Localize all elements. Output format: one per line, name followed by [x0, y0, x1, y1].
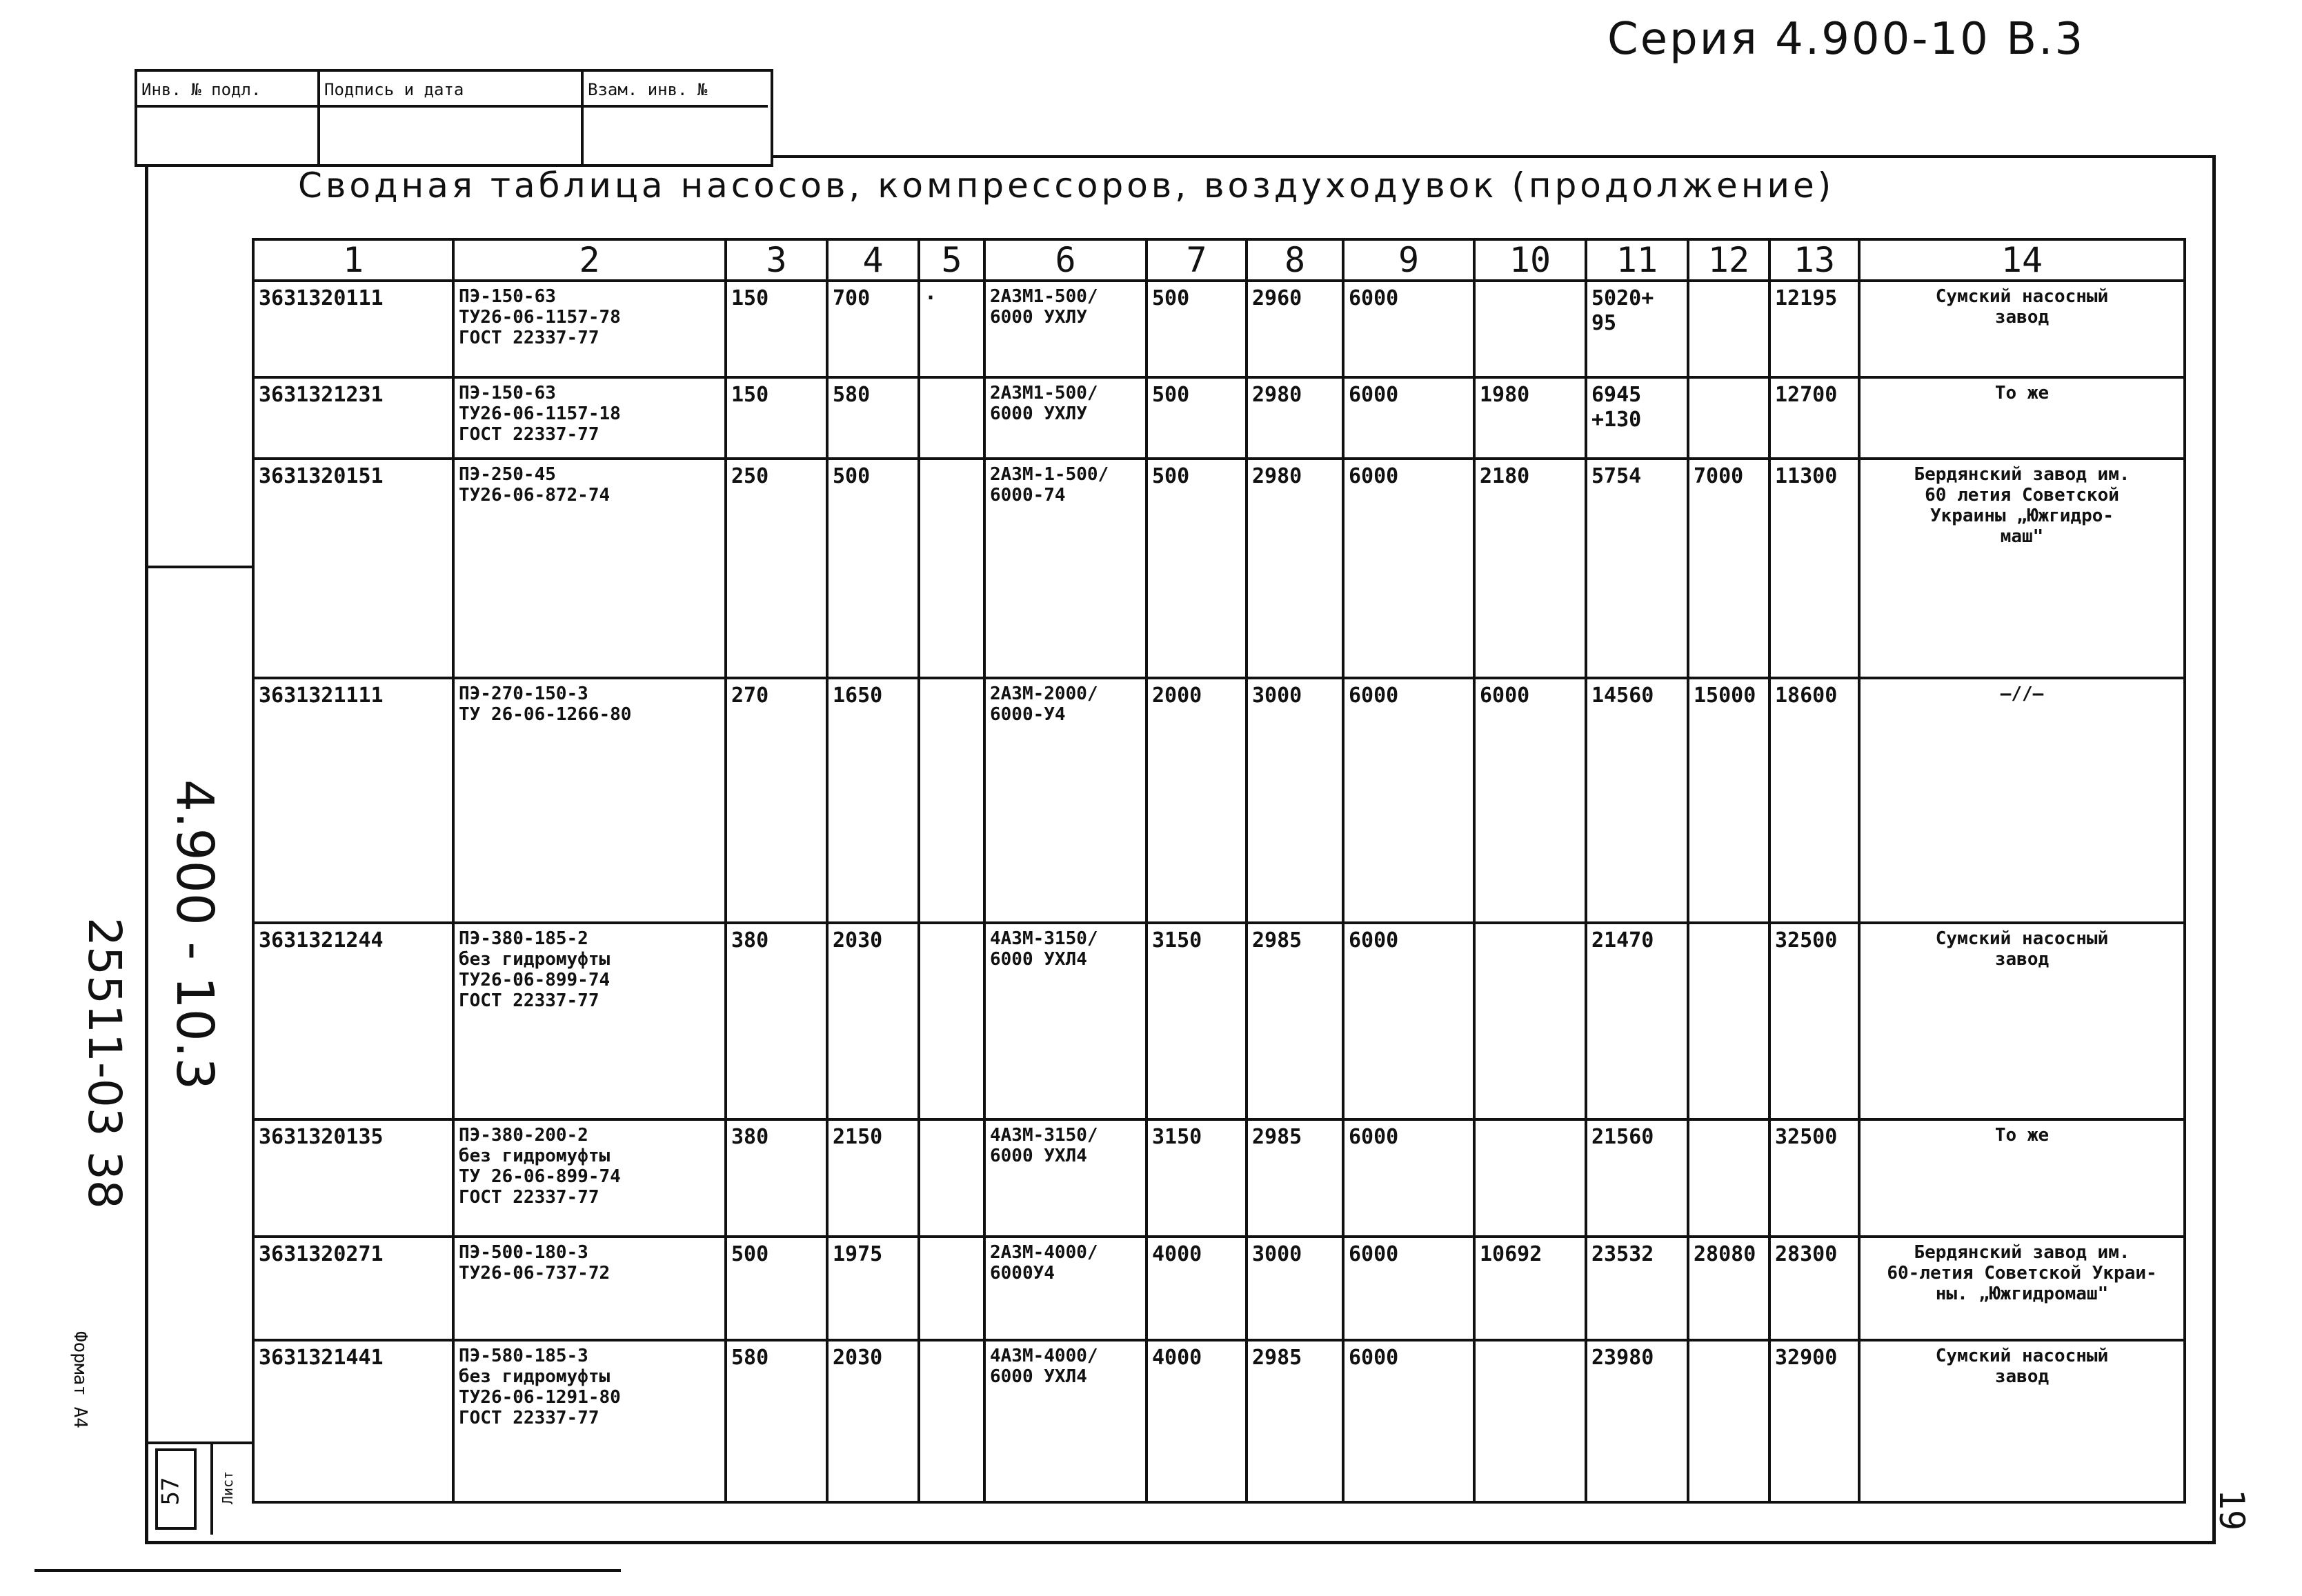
column-header: 7 — [1147, 239, 1247, 281]
table-cell-col1: 3631320271 — [253, 1237, 453, 1340]
column-header: 10 — [1474, 239, 1586, 281]
table-cell-col6 — [984, 377, 1147, 459]
side-document-number — [78, 917, 131, 1262]
page-number-text: 19 — [2212, 1488, 2252, 1531]
cell-line: ТУ26-06-737-72 — [459, 1263, 611, 1284]
sheet-number: 57 — [157, 1477, 185, 1506]
frame-divider-vertical — [210, 1442, 213, 1535]
cell-line: ТУ 26-06-899-74 — [459, 1166, 621, 1187]
column-header: 4 — [827, 239, 919, 281]
cell-line: 23980 — [1591, 1346, 1654, 1370]
table-cell-col1: 3631321244 — [253, 923, 453, 1119]
cell-line: 14560 — [1591, 684, 1654, 708]
table-cell-col4: 2030 — [827, 1340, 919, 1502]
table-cell-col13: 11300 — [1769, 459, 1859, 678]
cell-line: ПЭ-270-150-3 — [459, 684, 588, 704]
table-cell-col2 — [453, 1119, 726, 1237]
table-cell-col4: 500 — [827, 459, 919, 678]
table-cell-col5 — [919, 1237, 984, 1340]
table-cell-col8: 3000 — [1247, 678, 1343, 923]
cell-line: 95 — [1591, 311, 1617, 335]
cell-line: ТУ 26-06-1266-80 — [459, 704, 632, 725]
cell-line: Бердянский завод им. — [1914, 464, 2130, 485]
cell-line: ГОСТ 22337-77 — [459, 328, 599, 348]
table-cell-col2 — [453, 459, 726, 678]
cell-line: ГОСТ 22337-77 — [459, 1408, 599, 1428]
cell-line: Сумский насосный — [1935, 928, 2109, 949]
cell-line: ТУ26-06-899-74 — [459, 970, 611, 990]
table-cell-col3: 150 — [726, 281, 827, 377]
table-cell-col2 — [453, 923, 726, 1119]
table-cell-col2 — [453, 1340, 726, 1502]
table-cell-col2 — [453, 377, 726, 459]
table-cell-col1: 3631320111 — [253, 281, 453, 377]
cell-line: ПЭ-500-180-3 — [459, 1242, 588, 1263]
table-cell-col5 — [919, 1340, 984, 1502]
table-cell-col9: 6000 — [1343, 923, 1474, 1119]
table-cell-col3: 380 — [726, 923, 827, 1119]
table-cell-col12: 15000 — [1688, 678, 1769, 923]
table-cell-col2 — [453, 678, 726, 923]
table-cell-col12 — [1688, 377, 1769, 459]
cell-line: 2АЗМ1-500/ — [990, 286, 1098, 307]
cell-line: 6000-74 — [990, 485, 1066, 506]
header-row — [253, 239, 2185, 281]
side-code-text: 4.900 - 10.3 — [165, 779, 224, 1090]
cell-line: То же — [1994, 1125, 2050, 1146]
table-cell-col11 — [1586, 377, 1688, 459]
side-code — [165, 779, 224, 1193]
table-cell-col11 — [1586, 923, 1688, 1119]
table-cell-col10 — [1474, 281, 1586, 377]
cell-line: ГОСТ 22337-77 — [459, 1187, 599, 1208]
table-cell-col7: 4000 — [1147, 1340, 1247, 1502]
table-cell-col13: 32900 — [1769, 1340, 1859, 1502]
cell-line: без гидромуфты — [459, 1366, 611, 1387]
table-cell-col3: 250 — [726, 459, 827, 678]
table-cell-col12 — [1688, 1340, 1769, 1502]
column-header: 3 — [726, 239, 827, 281]
sheet-label — [219, 1452, 240, 1521]
table-cell-col3: 270 — [726, 678, 827, 923]
table-cell-col4: 1650 — [827, 678, 919, 923]
table-cell-col13: 18600 — [1769, 678, 1859, 923]
sheet-label-text: Лист — [219, 1470, 237, 1505]
cell-line: ны. „Южгидромаш" — [1935, 1284, 2109, 1304]
column-header: 13 — [1769, 239, 1859, 281]
summary-table — [252, 238, 2186, 1504]
table-cell-col6 — [984, 1119, 1147, 1237]
cell-line: маш" — [2000, 526, 2044, 547]
table-cell-col3: 580 — [726, 1340, 827, 1502]
table-cell-col1: 3631321441 — [253, 1340, 453, 1502]
cell-line: 23532 — [1591, 1242, 1654, 1266]
table-cell-col5 — [919, 678, 984, 923]
cell-line: ПЭ-380-200-2 — [459, 1125, 588, 1146]
cell-line: 6000-У4 — [990, 704, 1066, 725]
cell-line: —//— — [2000, 684, 2044, 704]
cell-line: 4АЗМ-3150/ — [990, 928, 1098, 949]
table-cell-col6 — [984, 923, 1147, 1119]
table-row — [253, 923, 2185, 1119]
page-number — [2211, 1476, 2252, 1538]
table-row — [253, 281, 2185, 377]
cell-line: Сумский насосный — [1935, 1346, 2109, 1366]
cell-line: 2АЗМ-4000/ — [990, 1242, 1098, 1263]
table-cell-col13: 28300 — [1769, 1237, 1859, 1340]
table-cell-col4: 2150 — [827, 1119, 919, 1237]
table-cell-col8: 2985 — [1247, 1119, 1343, 1237]
series-label: Серия 4.900-10 В.3 — [1607, 14, 2085, 65]
cell-line: ТУ26-06-1291-80 — [459, 1387, 621, 1408]
table-title: Сводная таблица насосов, компрессоров, воздуходувок (продолжение) — [298, 166, 1835, 206]
cell-line: 6000 УХЛУ — [990, 307, 1087, 328]
table-cell-col2 — [453, 1237, 726, 1340]
cell-line: 6000 УХЛ4 — [990, 1146, 1087, 1166]
table-cell-col11 — [1586, 678, 1688, 923]
cell-line: 6000У4 — [990, 1263, 1055, 1284]
table-cell-col9: 6000 — [1343, 281, 1474, 377]
table-cell-col4: 2030 — [827, 923, 919, 1119]
table-cell-col14 — [1859, 678, 2185, 923]
table-cell-col12 — [1688, 923, 1769, 1119]
table-cell-col5: · — [919, 281, 984, 377]
table-cell-col6 — [984, 459, 1147, 678]
table-cell-col14 — [1859, 1340, 2185, 1502]
table-cell-col10: 10692 — [1474, 1237, 1586, 1340]
side-format — [66, 1331, 93, 1448]
cell-line: ГОСТ 22337-77 — [459, 424, 599, 445]
cell-line: Сумский насосный — [1935, 286, 2109, 307]
table-cell-col14 — [1859, 1119, 2185, 1237]
table-cell-col5 — [919, 923, 984, 1119]
cell-line: завод — [1994, 1366, 2050, 1387]
table-cell-col10: 1980 — [1474, 377, 1586, 459]
frame-divider-bottom — [145, 1442, 252, 1444]
cell-line: ПЭ-380-185-2 — [459, 928, 588, 949]
sheet-number-box — [155, 1448, 197, 1530]
table-cell-col14 — [1859, 459, 2185, 678]
table-row — [253, 1340, 2185, 1502]
table-cell-col1: 3631321231 — [253, 377, 453, 459]
table-cell-col9: 6000 — [1343, 1119, 1474, 1237]
table-cell-col14 — [1859, 1237, 2185, 1340]
table-cell-col7: 3150 — [1147, 923, 1247, 1119]
column-header: 12 — [1688, 239, 1769, 281]
table-cell-col8: 2980 — [1247, 377, 1343, 459]
cell-line: 2АЗМ-2000/ — [990, 684, 1098, 704]
table-cell-col8: 2985 — [1247, 923, 1343, 1119]
table-cell-col7: 500 — [1147, 459, 1247, 678]
cell-line: ТУ26-06-1157-18 — [459, 403, 621, 424]
table-cell-col6 — [984, 1340, 1147, 1502]
stamp-inv-podl: Инв. № подл. — [137, 72, 320, 108]
table-cell-col9: 6000 — [1343, 459, 1474, 678]
table-cell-col13: 12195 — [1769, 281, 1859, 377]
table-cell-col1: 3631320151 — [253, 459, 453, 678]
stamp-inv-podl-value — [137, 108, 320, 164]
cell-line: Бердянский завод им. — [1914, 1242, 2130, 1263]
cell-line: ГОСТ 22337-77 — [459, 990, 599, 1011]
table-cell-col10 — [1474, 923, 1586, 1119]
table-cell-col10: 2180 — [1474, 459, 1586, 678]
cell-line: без гидромуфты — [459, 1146, 611, 1166]
column-header: 5 — [919, 239, 984, 281]
table-cell-col6 — [984, 678, 1147, 923]
table-cell-col10: 6000 — [1474, 678, 1586, 923]
table-cell-col8: 2985 — [1247, 1340, 1343, 1502]
table-cell-col11 — [1586, 1237, 1688, 1340]
table-cell-col6 — [984, 281, 1147, 377]
table-cell-col7: 500 — [1147, 281, 1247, 377]
table-cell-col11 — [1586, 281, 1688, 377]
table-cell-col7: 3150 — [1147, 1119, 1247, 1237]
table-cell-col10 — [1474, 1119, 1586, 1237]
table-cell-col3: 380 — [726, 1119, 827, 1237]
cell-line: 6000 УХЛ4 — [990, 949, 1087, 970]
table-row — [253, 1119, 2185, 1237]
approval-stamp — [135, 69, 773, 167]
cell-line: +130 — [1591, 408, 1642, 432]
table-cell-col13: 32500 — [1769, 923, 1859, 1119]
table-cell-col5 — [919, 459, 984, 678]
table-cell-col10 — [1474, 1340, 1586, 1502]
table-row — [253, 459, 2185, 678]
column-header: 1 — [253, 239, 453, 281]
table-cell-col7: 4000 — [1147, 1237, 1247, 1340]
table-cell-col14 — [1859, 281, 2185, 377]
cell-line: 21470 — [1591, 928, 1654, 952]
table-cell-col14 — [1859, 923, 2185, 1119]
cell-line: 2АЗМ-1-500/ — [990, 464, 1109, 485]
table-cell-col13: 32500 — [1769, 1119, 1859, 1237]
stamp-podpis-value — [320, 108, 584, 164]
table-cell-col14 — [1859, 377, 2185, 459]
cell-line: 2АЗМ1-500/ — [990, 383, 1098, 403]
table-cell-col12 — [1688, 1119, 1769, 1237]
cell-line: 6000 УХЛУ — [990, 403, 1087, 424]
cell-line: 5020+ — [1591, 286, 1654, 310]
cell-line: завод — [1994, 949, 2050, 970]
table-cell-col2 — [453, 281, 726, 377]
column-header: 9 — [1343, 239, 1474, 281]
table-cell-col4: 580 — [827, 377, 919, 459]
table-cell-col9: 6000 — [1343, 1237, 1474, 1340]
cell-line: Украины „Южгидро- — [1929, 506, 2114, 526]
stamp-vzam: Взам. инв. № — [584, 72, 768, 108]
cell-line: 6945 — [1591, 383, 1642, 407]
cell-line: завод — [1994, 307, 2050, 328]
table-cell-col12: 28080 — [1688, 1237, 1769, 1340]
table-cell-col11 — [1586, 1119, 1688, 1237]
table-cell-col5 — [919, 377, 984, 459]
table-cell-col1: 3631320135 — [253, 1119, 453, 1237]
column-header: 14 — [1859, 239, 2185, 281]
stamp-podpis: Подпись и дата — [320, 72, 584, 108]
column-header: 2 — [453, 239, 726, 281]
cell-line: ТУ26-06-872-74 — [459, 485, 611, 506]
table-cell-col8: 2960 — [1247, 281, 1343, 377]
table-row — [253, 377, 2185, 459]
table-cell-col11 — [1586, 459, 1688, 678]
table-cell-col9: 6000 — [1343, 1340, 1474, 1502]
table-cell-col4: 1975 — [827, 1237, 919, 1340]
cell-line: ПЭ-150-63 — [459, 383, 556, 403]
table-cell-col1: 3631321111 — [253, 678, 453, 923]
cell-line: 4АЗМ-3150/ — [990, 1125, 1098, 1146]
table-cell-col13: 12700 — [1769, 377, 1859, 459]
bottom-rule — [34, 1569, 621, 1572]
cell-line: ТУ26-06-1157-78 — [459, 307, 621, 328]
cell-line: ПЭ-250-45 — [459, 464, 556, 485]
table-cell-col4: 700 — [827, 281, 919, 377]
cell-line: без гидромуфты — [459, 949, 611, 970]
column-header: 6 — [984, 239, 1147, 281]
table-cell-col12: 7000 — [1688, 459, 1769, 678]
table-cell-col6 — [984, 1237, 1147, 1340]
side-doc-text: 25511-03 38 — [78, 917, 131, 1209]
table-cell-col12 — [1688, 281, 1769, 377]
table-cell-col3: 150 — [726, 377, 827, 459]
frame-divider — [145, 566, 252, 568]
table-row — [253, 1237, 2185, 1340]
table-cell-col5 — [919, 1119, 984, 1237]
cell-line: 4АЗМ-4000/ — [990, 1346, 1098, 1366]
cell-line: 60-летия Советской Украи- — [1887, 1263, 2157, 1284]
column-header: 11 — [1586, 239, 1688, 281]
cell-line: ПЭ-150-63 — [459, 286, 556, 307]
table-cell-col9: 6000 — [1343, 678, 1474, 923]
column-header: 8 — [1247, 239, 1343, 281]
cell-line: 21560 — [1591, 1125, 1654, 1149]
table-cell-col3: 500 — [726, 1237, 827, 1340]
table-cell-col9: 6000 — [1343, 377, 1474, 459]
table-cell-col7: 2000 — [1147, 678, 1247, 923]
table-cell-col8: 2980 — [1247, 459, 1343, 678]
cell-line: 6000 УХЛ4 — [990, 1366, 1087, 1387]
table-cell-col11 — [1586, 1340, 1688, 1502]
cell-line: 5754 — [1591, 464, 1642, 488]
table-cell-col7: 500 — [1147, 377, 1247, 459]
table-cell-col8: 3000 — [1247, 1237, 1343, 1340]
cell-line: То же — [1994, 383, 2050, 403]
side-format-text: Формат А4 — [70, 1331, 90, 1428]
table-row — [253, 678, 2185, 923]
cell-line: 60 летия Советской — [1925, 485, 2119, 506]
cell-line: ПЭ-580-185-3 — [459, 1346, 588, 1366]
